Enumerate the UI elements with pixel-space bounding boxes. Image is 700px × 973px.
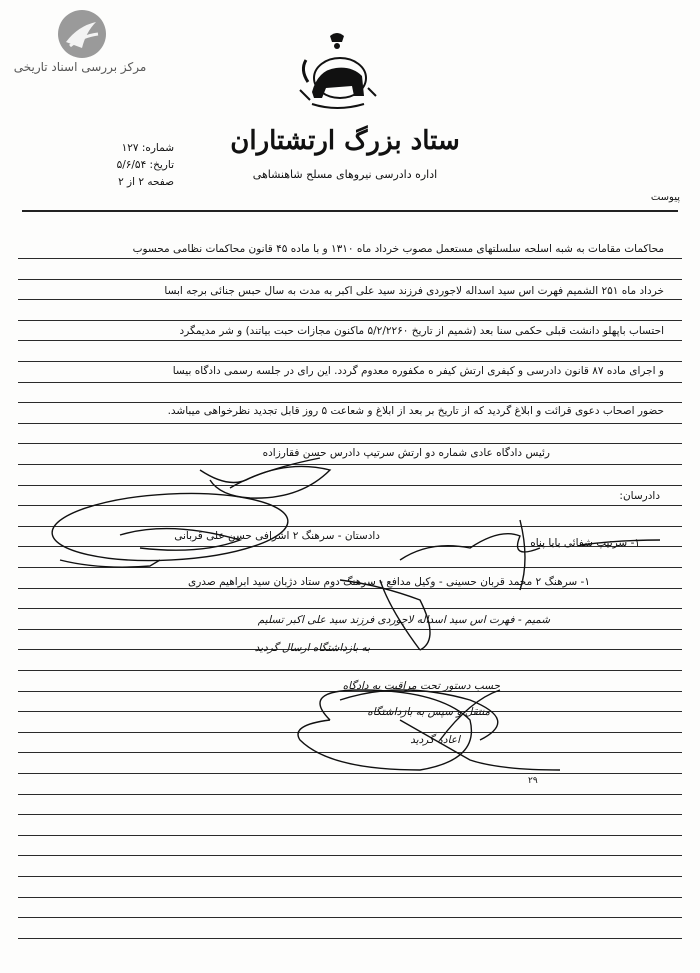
court-head-signature [200, 466, 330, 498]
member-line: ۱- سرهنگ ۲ محمد قربان حسینی - وکیل مدافع - سرهنگ دوم ستاد دژبان سید ابراهیم صدری [188, 576, 590, 588]
member-line: ۱- سرتیپ شفائی بابا پناه [530, 537, 640, 549]
closing-line: منتقل و سپس به بازداشتگاه [367, 706, 490, 718]
attachment-label: پیوست [650, 192, 680, 203]
document-number: شماره: ۱۲۷ [121, 142, 174, 154]
letterhead-title: ستاد بزرگ ارتشتاران [230, 126, 460, 156]
received-line: به بازداشتگاه ارسال گردید [254, 642, 370, 654]
closing-line: اعاده گردید [410, 734, 460, 746]
members-heading: دادرسان: [619, 490, 660, 502]
member-line: دادستان - سرهنگ ۲ اشرافی حسن علی قربانی [174, 530, 380, 542]
received-line: شمیم - فهرت اس سید اسداله لاجوردی فرزند سید علی اکبر تسلیم [257, 614, 550, 626]
member-signature [400, 534, 540, 560]
document-page-count: صفحه ۲ از ۲ [118, 176, 174, 188]
document-date: تاریخ: ۵/۶/۵۴ [116, 159, 174, 171]
body-line: خرداد ماه ۲۵۱ الشمیم فهرت اس سید اسداله لاجوردی فرزند سید علی اکبر به مدت به سال حبس جنائی برجه ابسا [164, 285, 664, 297]
stamp-number: ۲۹ [528, 776, 538, 786]
body-line: و اجرای ماده ۸۷ قانون دادرسی و کیفری ارتش کیفر ه مکفوره معدوم گردد. این رای در جلسه رسمی دادگاه بیسا [172, 365, 664, 377]
body-line: احتساب باپهلو دانشت قبلی حکمی سنا بعد (شمیم از تاریخ ۵/۲/۲۲۶۰ ماکنون مجازات حبت بیاتند) و شر مدیمگرد [179, 325, 664, 337]
closing-line: حسب دستور تحت مراقبت به دادگاه [342, 680, 500, 692]
body-line: حضور اصحاب دعوی قرائت و ابلاغ گردید که از تاریخ بر بعد از ابلاغ و شعاعت ۵ روز قابل تجدید نظرخواهی میباشد. [167, 405, 664, 417]
prosecutor-signature-loop [50, 488, 289, 566]
body-line: محاکمات مقامات به شبه اسلحه سلسلتهای مستعمل مصوب خرداد ماه ۱۳۱۰ و با ماده ۴۵ قانون محاکمات نظامی محسوب [132, 243, 664, 255]
letterhead-subtitle: اداره دادرسی نیروهای مسلح شاهنشاهی [252, 168, 438, 181]
court-head-line: رئیس دادگاه عادی شماره دو ارتش سرتیپ دادرس حسن فقارزاده [262, 447, 550, 459]
closing-signature-loop [298, 690, 471, 770]
defense-signature [340, 580, 430, 650]
archive-logo-text: مرکز بررسی اسناد تاریخی [13, 60, 147, 74]
